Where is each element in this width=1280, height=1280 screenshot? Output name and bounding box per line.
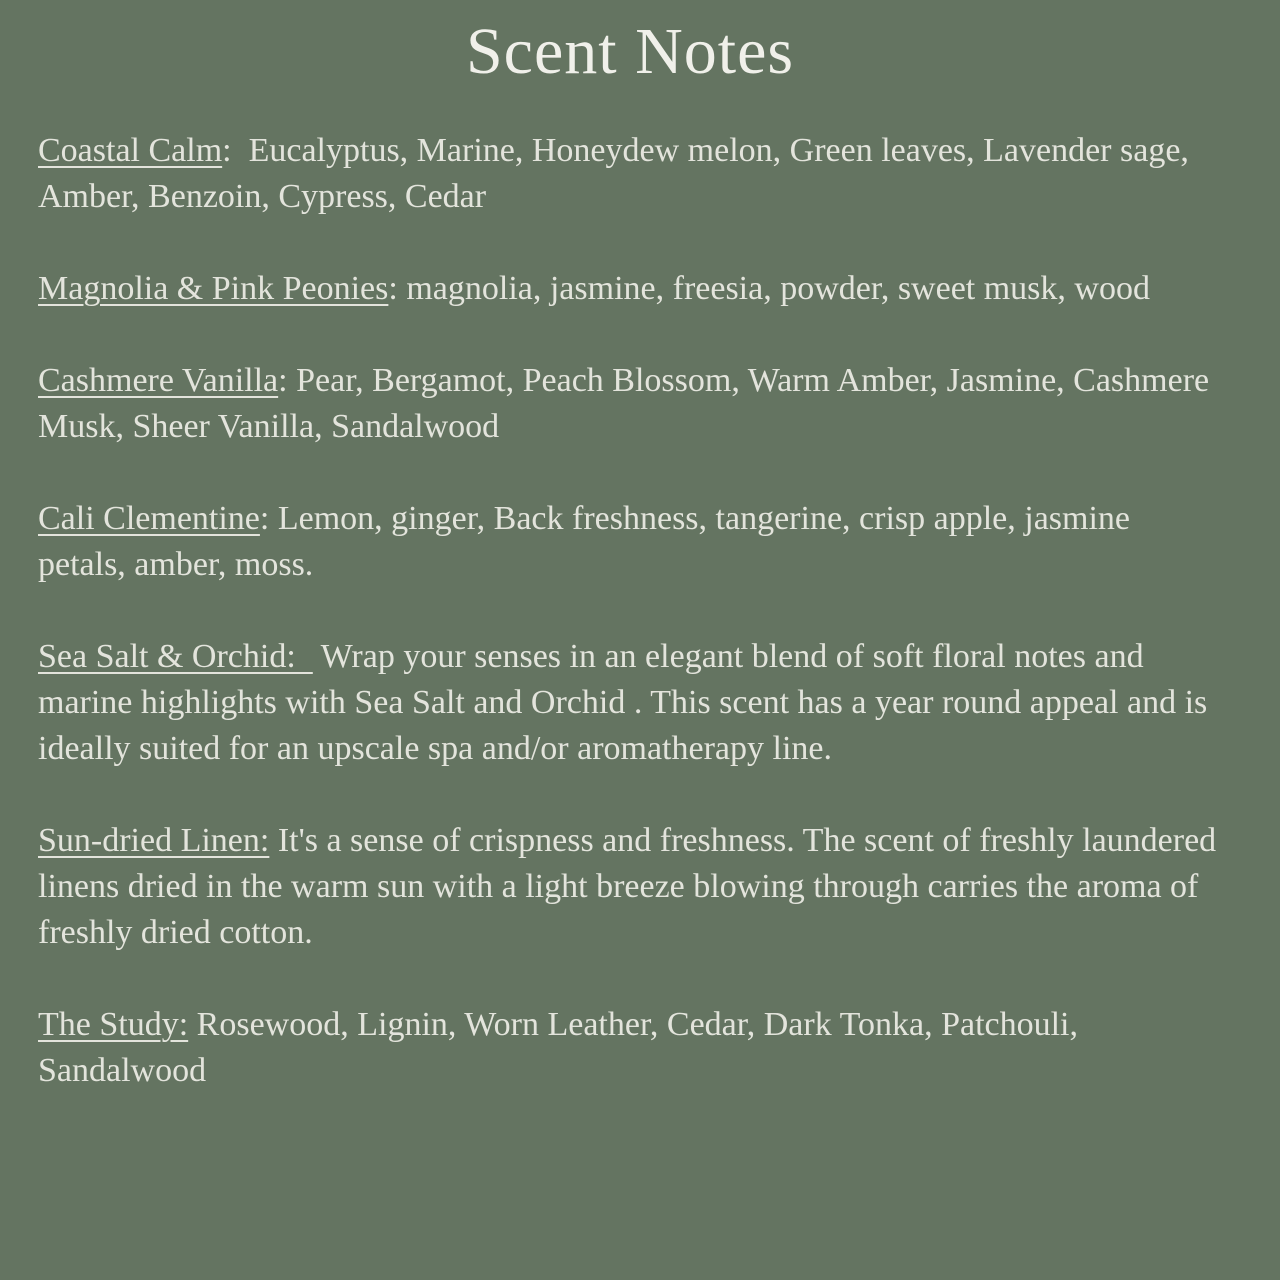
scent-name: Sea Salt & Orchid: — [38, 638, 313, 675]
scent-name-separator: : — [278, 362, 288, 399]
scent-entry-cashmere-vanilla — [38, 358, 1222, 450]
scent-notes: Eucalyptus, Marine, Honeydew melon, Green leaves, Lavender sage, Amber, Benzoin, Cypress, Cedar — [38, 132, 1196, 215]
scent-notes: Rosewood, Lignin, Worn Leather, Cedar, Dark Tonka, Patchouli, Sandalwood — [38, 1006, 1078, 1089]
scent-entry-sea-salt-orchid — [38, 634, 1222, 772]
scent-notes: Pear, Bergamot, Peach Blossom, Warm Amber, Jasmine, Cashmere Musk, Sheer Vanilla, Sandalwood — [38, 362, 1210, 445]
scent-entry-coastal-calm — [38, 128, 1222, 220]
scent-name: Sun-dried Linen: — [38, 822, 270, 859]
scent-entry-the-study — [38, 1002, 1222, 1094]
scent-entry-magnolia-pink-peonies — [38, 266, 1222, 312]
scent-name-separator: : — [259, 500, 270, 537]
scent-notes: Wrap your senses in an elegant blend of soft floral notes and marine highlights with Sea Salt and Orchid . This scent has a year round appeal and is ideally suited for an upscale spa and/or aromatherapy line. — [38, 638, 1208, 767]
scent-name-separator: : — [222, 132, 232, 169]
scent-name: Cashmere Vanilla — [38, 362, 279, 399]
scent-notes: It's a sense of crispness and freshness. The scent of freshly laundered linens dried in the warm sun with a light breeze blowing through carries the aroma of freshly dried cotton. — [38, 822, 1217, 951]
scent-name: Magnolia & Pink Peonies — [38, 270, 389, 307]
scent-name: Coastal Calm — [38, 132, 223, 169]
scent-notes: Lemon, ginger, Back freshness, tangerine, crisp apple, jasmine petals, amber, moss. — [38, 500, 1131, 583]
scent-name: Cali Clementine — [38, 500, 260, 537]
scent-entry-sun-dried-linen — [38, 818, 1222, 956]
scent-name-separator: : — [388, 270, 398, 307]
scent-notes: magnolia, jasmine, freesia, powder, sweet musk, wood — [397, 270, 1150, 307]
scent-name: The Study: — [38, 1006, 189, 1043]
scent-entry-cali-clementine — [38, 496, 1222, 588]
page-title: Scent Notes — [465, 15, 795, 88]
